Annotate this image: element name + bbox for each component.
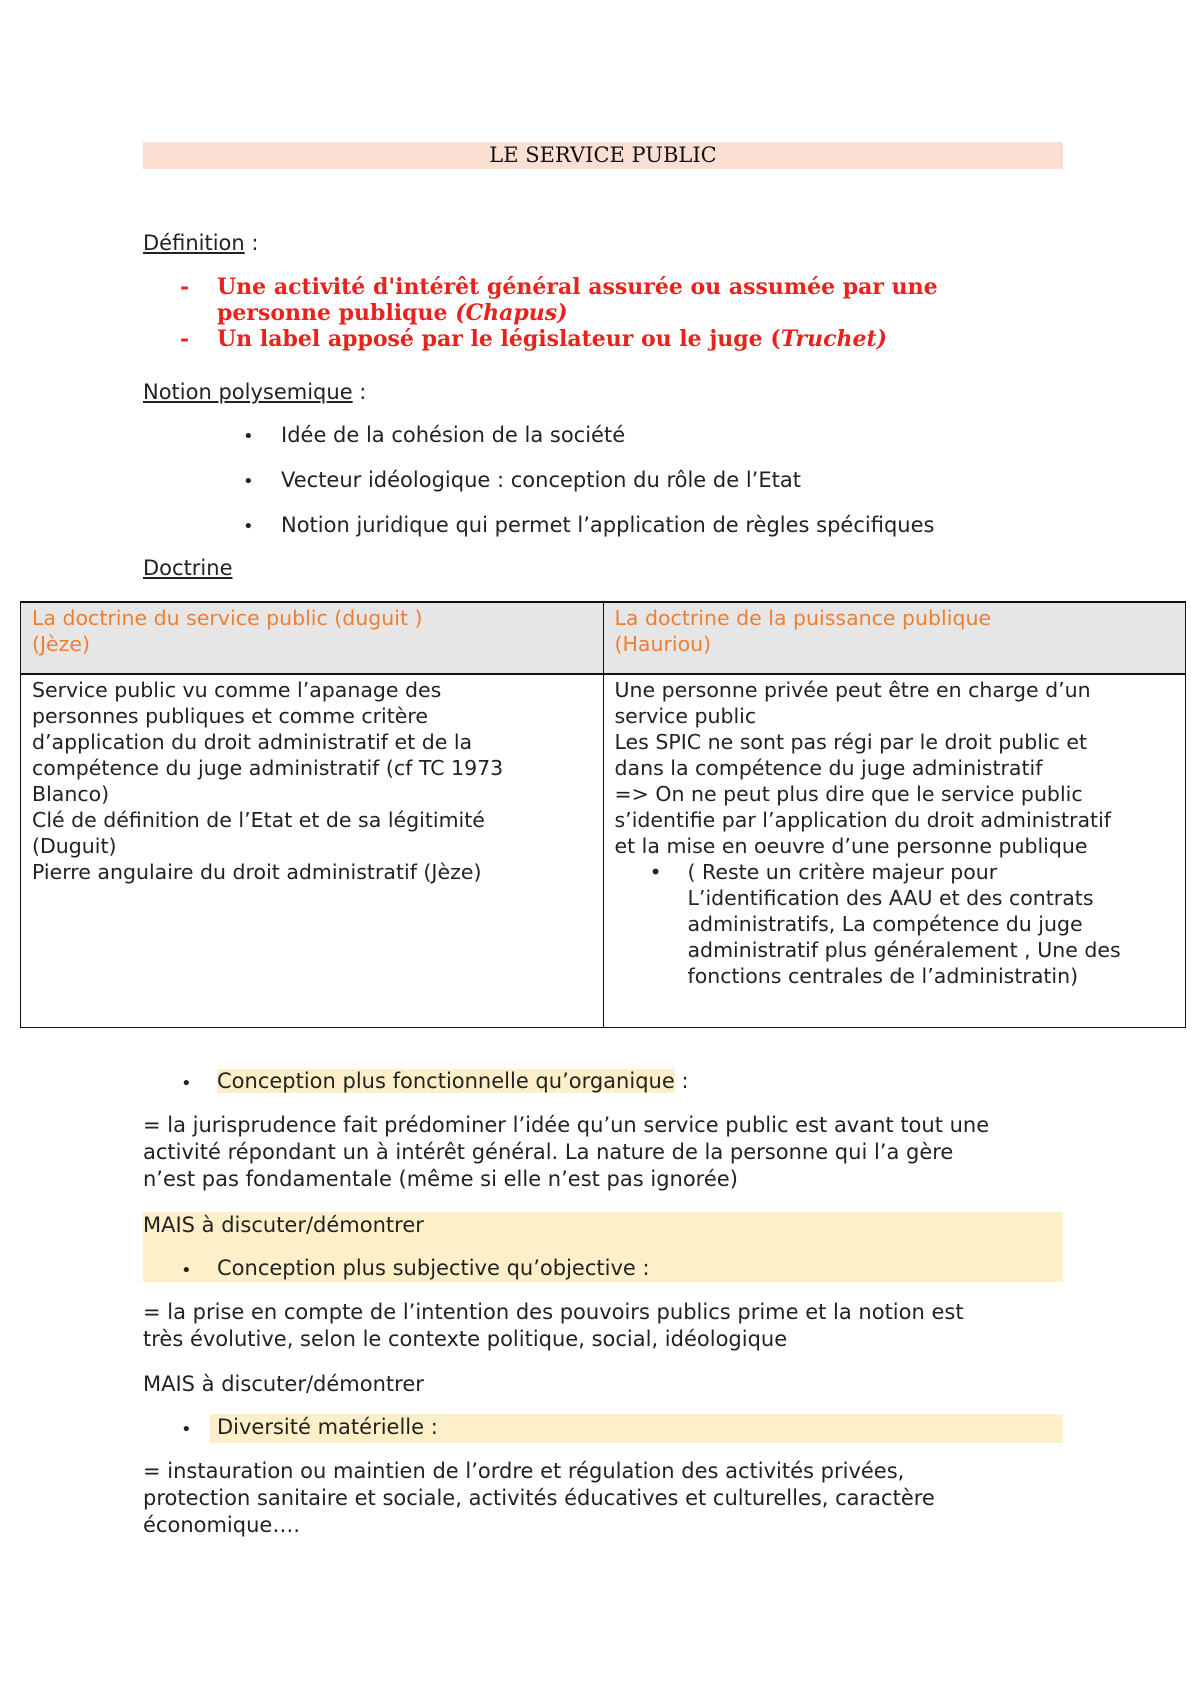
definition-item-2: Un label apposé par le législateur ou le juge (Truchet) xyxy=(217,326,888,352)
cell-bullet-item: • ( Reste un critère majeur pour L’identification des AAU et des contrats administratifs, La compétence du juge administratif plus généralement , Une des fonctions centrales de l’administratin) xyxy=(649,860,1121,988)
section-2-bullet: Conception plus subjective qu’objective : xyxy=(217,1256,650,1280)
body-cell-puissance-publique: Une personne privée peut être en charge d’un service public Les SPIC ne sont pas régi par le droit public et dans la compétence du juge administratif => On ne peut plus dire que le service public s’identifie par l’application du droit administratif et la mise en oeuvre d’une personne publique • ( Reste un critère majeur pour L’identification des AAU et des contrats administratifs, La compétence du juge administratif plus généralement , Une des fonctions centrales de l’administratin) xyxy=(603,674,1186,1028)
notion-bullet-3: Notion juridique qui permet l’application de règles spécifiques xyxy=(281,513,935,537)
section-3-bullet: Diversité matérielle : xyxy=(217,1415,438,1439)
section-1-bullet-line: Conception plus fonctionnelle qu’organique : xyxy=(217,1069,689,1093)
doctrine-heading: Doctrine xyxy=(143,556,233,580)
bullet-icon: • xyxy=(243,516,254,537)
table-header-row xyxy=(21,602,1186,674)
body-cell-service-public: Service public vu comme l’apanage des personnes publiques et comme critère d’application du droit administratif et de la compétence du juge administratif (cf TC 1973 Blanco) Clé de définition de l’Etat et de sa légitimité (Duguit) Pierre angulaire du droit administratif (Jèze) xyxy=(21,674,604,1028)
bullet-icon: • xyxy=(181,1419,192,1440)
dash-marker: - xyxy=(180,326,190,352)
doctrine-table xyxy=(20,601,1186,1028)
definition-heading: Définition xyxy=(143,231,245,255)
notion-heading: Notion polysemique xyxy=(143,380,353,404)
definition-heading-line: Définition : xyxy=(143,231,259,255)
header-cell-hauriou: La doctrine de la puissance publique (Hauriou) xyxy=(603,602,1186,674)
section-3-text: = instauration ou maintien de l’ordre et régulation des activités privées, protection sanitaire et sociale, activités éducatives et culturelles, caractère économique…. xyxy=(143,1459,935,1537)
table-row xyxy=(21,674,1186,1028)
section-2-text: = la prise en compte de l’intention des pouvoirs publics prime et la notion est très évolutive, selon le contexte politique, social, idéologique xyxy=(143,1300,964,1351)
definition-item-1: Une activité d'intérêt général assurée ou assumée par une personne publique (Chapus) xyxy=(217,274,938,326)
mais-note-1: MAIS à discuter/démontrer xyxy=(143,1213,424,1237)
header-cell-duguit: La doctrine du service public (duguit ) (Jèze) xyxy=(21,602,604,674)
dash-marker: - xyxy=(180,274,190,300)
bullet-icon: • xyxy=(181,1073,192,1094)
notion-bullet-1: Idée de la cohésion de la société xyxy=(281,423,626,447)
mais-note-2: MAIS à discuter/démontrer xyxy=(143,1372,424,1396)
bullet-icon: • xyxy=(649,860,662,884)
section-1-text: = la jurisprudence fait prédominer l’idée qu’un service public est avant tout une activité répondant un à intérêt général. La nature de la personne qui l’a gère n’est pas fondamentale (même si elle n’est pas ignorée) xyxy=(143,1113,990,1191)
bullet-icon: • xyxy=(243,426,254,447)
notion-bullet-2: Vecteur idéologique : conception du rôle de l’Etat xyxy=(281,468,801,492)
notion-heading-line: Notion polysemique : xyxy=(143,380,367,404)
bullet-icon: • xyxy=(181,1260,192,1281)
section-1-bullet: Conception plus fonctionnelle qu’organique xyxy=(217,1069,675,1093)
page-title: LE SERVICE PUBLIC xyxy=(489,143,717,167)
bullet-icon: • xyxy=(243,471,254,492)
